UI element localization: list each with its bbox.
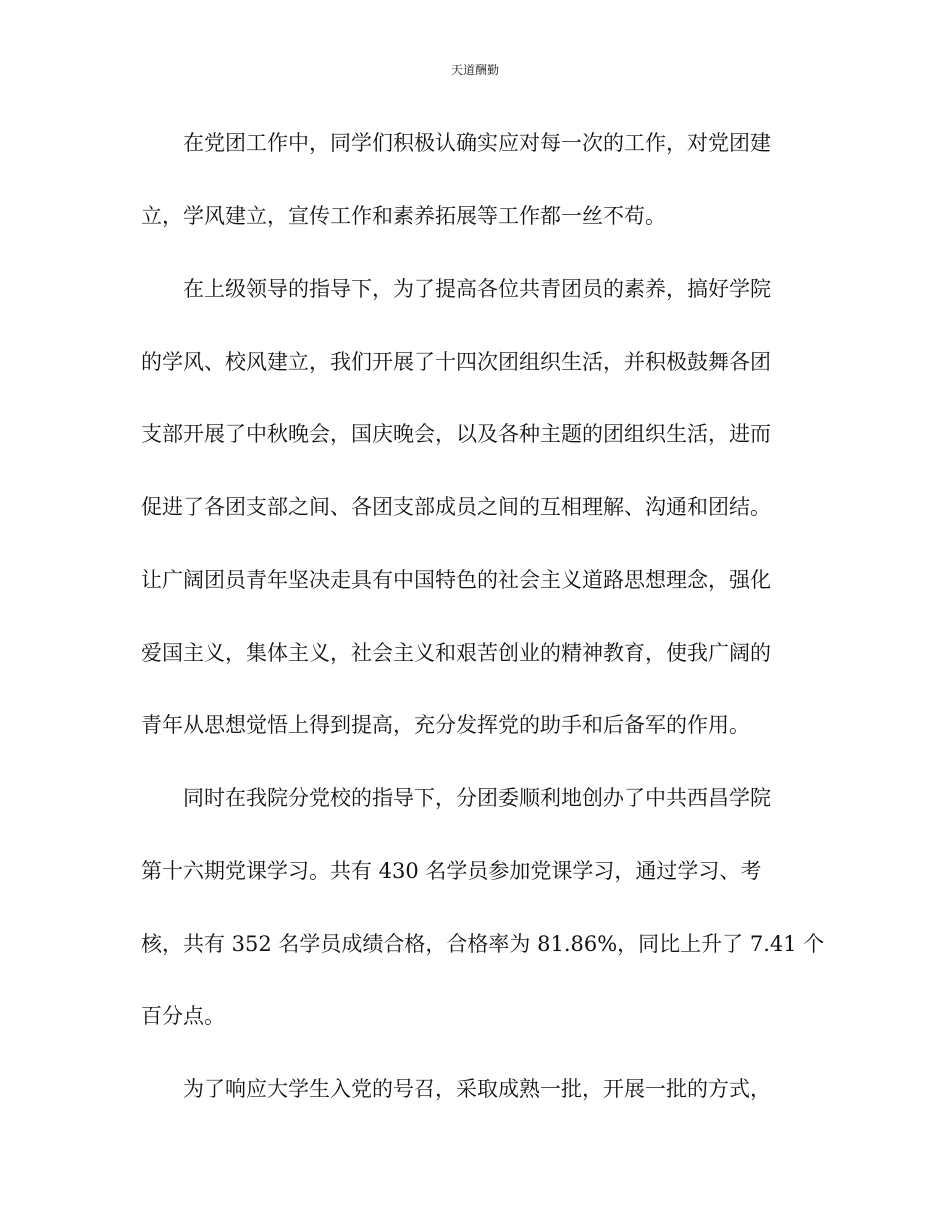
body-line: 的学风、校风建立，我们开展了十四次团组织生活，并积极鼓舞各团 bbox=[141, 350, 771, 374]
body-line: 百分点。 bbox=[141, 1004, 225, 1028]
body-line: 促进了各团支部之间、各团支部成员之间的互相理解、沟通和团结。 bbox=[141, 495, 771, 519]
body-line: 立，学风建立，宣传工作和素养拓展等工作都一丝不苟。 bbox=[141, 204, 666, 228]
body-line: 支部开展了中秋晚会，国庆晚会，以及各种主题的团组织生活，进而 bbox=[141, 422, 771, 446]
body-line: 青年从思想觉悟上得到提高，充分发挥党的助手和后备军的作用。 bbox=[141, 713, 750, 737]
body-line: 爱国主义，集体主义，社会主义和艰苦创业的精神教育，使我广阔的 bbox=[141, 641, 771, 665]
body-line: 让广阔团员青年坚决走具有中国特色的社会主义道路思想理念，强化 bbox=[141, 568, 771, 592]
body-line: 第十六期党课学习。共有 430 名学员参加党课学习，通过学习、考 bbox=[141, 859, 762, 883]
body-line: 核，共有 352 名学员成绩合格，合格率为 81.86%，同比上升了 7.41 个 bbox=[141, 932, 825, 956]
body-line: 为了响应大学生入党的号召，采取成熟一批，开展一批的方式， bbox=[183, 1077, 771, 1101]
page-header: 天道酬勤 bbox=[450, 63, 499, 77]
body-line: 同时在我院分党校的指导下，分团委顺利地创办了中共西昌学院 bbox=[183, 786, 771, 810]
body-line: 在上级领导的指导下，为了提高各位共青团员的素养，搞好学院 bbox=[183, 277, 771, 301]
body-line: 在党团工作中，同学们积极认确实应对每一次的工作，对党团建 bbox=[183, 131, 771, 155]
